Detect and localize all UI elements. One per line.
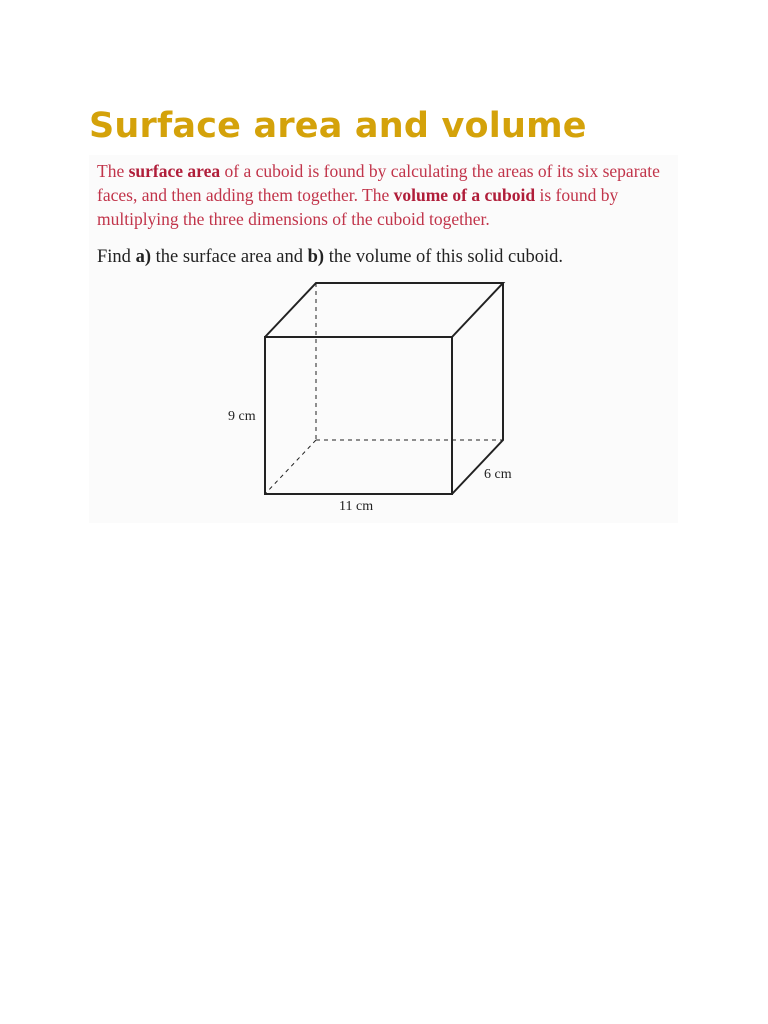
side-face-edges — [452, 283, 503, 494]
height-label: 9 cm — [228, 409, 256, 424]
top-face-edges — [265, 283, 503, 337]
question-label-a: a) — [135, 247, 151, 267]
question-text-2: the surface area and — [150, 247, 308, 267]
front-face — [265, 337, 452, 494]
content-panel — [89, 155, 678, 523]
intro-text-1: The — [97, 161, 129, 181]
question-text-3: the volume of this solid cuboid. — [324, 247, 564, 267]
hidden-edge-depth — [265, 440, 316, 494]
term-surface-area: surface area — [128, 161, 221, 181]
depth-label: 6 cm — [484, 467, 512, 482]
intro-text-3: is found by multiplying the three dimensions of the cuboid together. — [97, 185, 619, 229]
cuboid-diagram — [89, 155, 678, 523]
width-label: 11 cm — [339, 499, 374, 514]
question-label-b: b) — [307, 247, 325, 267]
term-volume-of-cuboid: volume of a cuboid — [393, 185, 536, 205]
intro-text-2: of a cuboid is found by calculating the areas of its six separate faces, and then adding them together. The — [97, 161, 660, 205]
page-title: Surface area and volume — [89, 106, 587, 146]
question-text-1: Find — [97, 247, 136, 267]
